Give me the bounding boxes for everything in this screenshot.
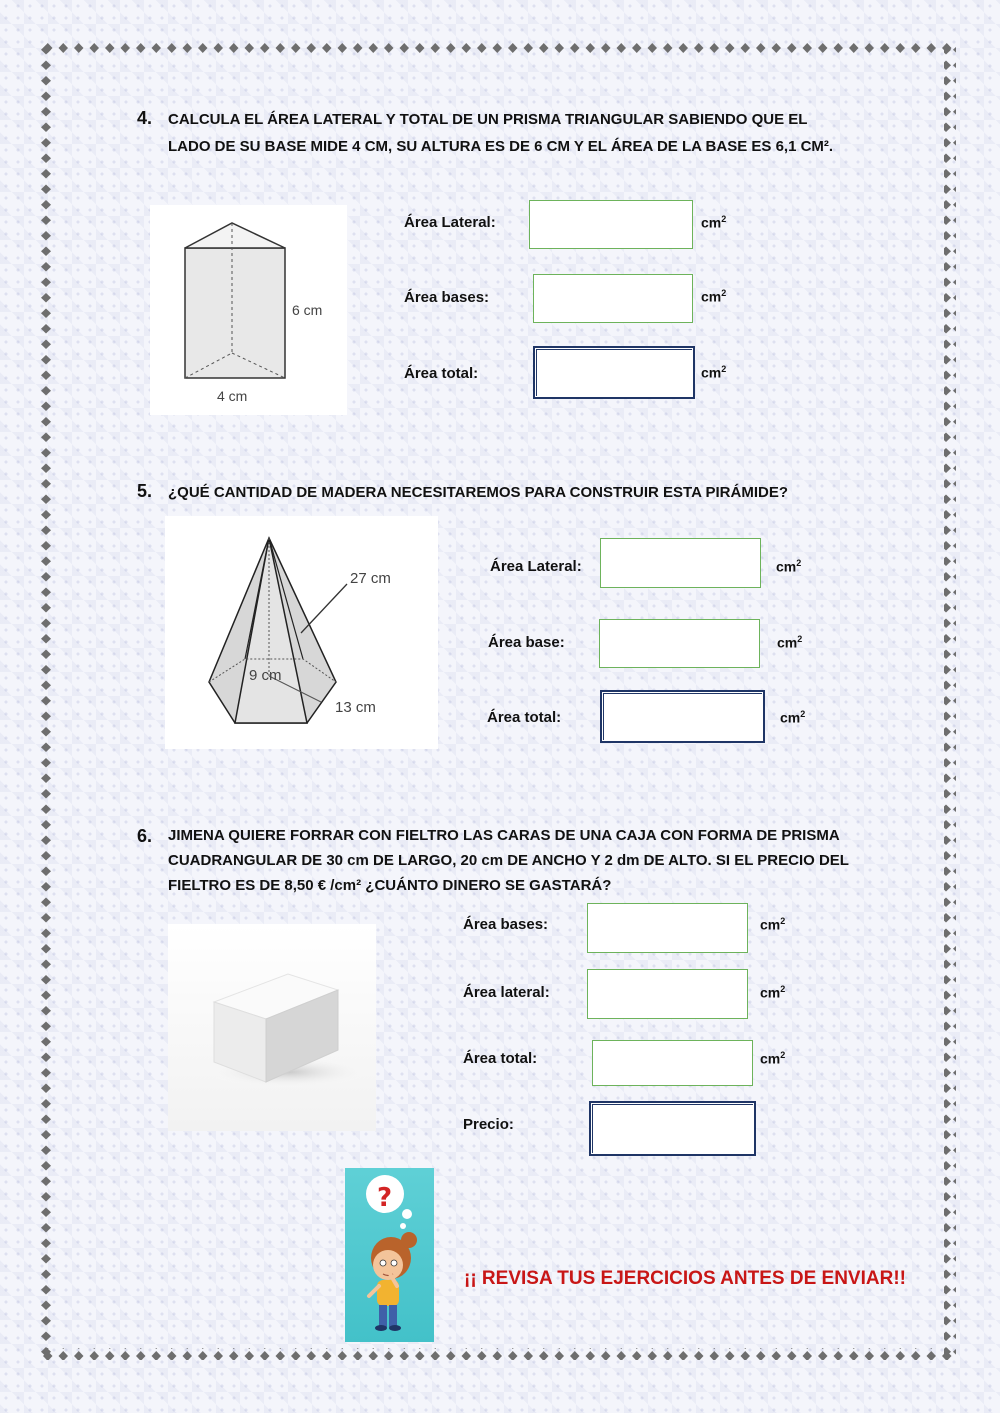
question-text-line: LADO DE SU BASE MIDE 4 CM, SU ALTURA ES DE 6 CM Y EL ÁREA DE LA BASE ES 6,1 CM². (168, 138, 834, 155)
question-text-line: CUADRANGULAR DE 30 cm DE LARGO, 20 cm DE ANCHO Y 2 dm DE ALTO. SI EL PRECIO DEL (168, 852, 849, 869)
answer-input-total-area[interactable] (600, 690, 765, 743)
field-label: Área bases: (404, 289, 490, 306)
unit-label: $cm^2$ (701, 214, 727, 231)
base-label: 4 cm (217, 388, 248, 404)
hexagonal-pyramid-figure (165, 516, 438, 749)
answer-input-total-area[interactable] (592, 1040, 753, 1086)
question-number: 6. (137, 826, 153, 846)
side-label: 13 cm (335, 699, 376, 716)
answer-input-bases-area[interactable] (587, 903, 748, 953)
answer-input-price[interactable] (589, 1101, 756, 1156)
thinking-kid-illustration (345, 1168, 434, 1342)
unit-label: $cm^2$ (780, 709, 806, 726)
unit-label: $cm^2$ (701, 288, 727, 305)
height-label: 6 cm (292, 302, 323, 318)
field-label: Área bases: (463, 916, 549, 933)
field-label: Área total: (487, 709, 562, 726)
triangular-prism-drawing (150, 205, 347, 415)
unit-label: $cm^2$ (760, 916, 786, 933)
answer-input-total-area[interactable] (533, 346, 695, 399)
hexagonal-pyramid-drawing (165, 516, 438, 749)
answer-input-base-area[interactable] (599, 619, 760, 668)
question-text-line: JIMENA QUIERE FORRAR CON FIELTRO LAS CARAS DE UNA CAJA CON FORMA DE PRISMA (168, 827, 840, 844)
question-number: 4. (137, 108, 153, 128)
apothem-label: 9 cm (249, 667, 282, 684)
question-text-line: CALCULA EL ÁREA LATERAL Y TOTAL DE UN PRISMA TRIANGULAR SABIENDO QUE EL (168, 111, 808, 128)
triangular-prism-figure (150, 205, 347, 415)
question-text-line: ¿QUÉ CANTIDAD DE MADERA NECESITAREMOS PARA CONSTRUIR ESTA PIRÁMIDE? (168, 484, 789, 501)
question-text-line: FIELTRO ES DE 8,50 € /cm² ¿CUÁNTO DINERO SE GASTARÁ? (168, 877, 612, 894)
field-label: Área lateral: (463, 984, 550, 1001)
box-prism-figure (168, 924, 376, 1131)
unit-label: $cm^2$ (776, 558, 802, 575)
answer-input-bases-area[interactable] (533, 274, 693, 323)
field-label: Área total: (404, 365, 479, 382)
field-label: Área Lateral: (490, 558, 582, 575)
unit-label: $cm^2$ (777, 634, 803, 651)
answer-input-lateral-area[interactable] (600, 538, 761, 588)
field-label: Área Lateral: (404, 214, 496, 231)
thinking-kid-drawing (345, 1168, 434, 1342)
field-label: Precio: (463, 1116, 514, 1133)
unit-label: $cm^2$ (701, 364, 727, 381)
slant-height-label: 27 cm (350, 570, 391, 587)
question-number: 5. (137, 481, 153, 501)
field-label: Área base: (488, 634, 565, 651)
review-reminder: ¡¡ REVISA TUS EJERCICIOS ANTES DE ENVIAR!! (464, 1268, 906, 1289)
unit-label: $cm^2$ (760, 1050, 786, 1067)
box-prism-drawing (168, 924, 376, 1131)
unit-label: $cm^2$ (760, 984, 786, 1001)
field-label: Área total: (463, 1050, 538, 1067)
question-mark-icon: ? (377, 1183, 393, 1213)
answer-input-lateral-area[interactable] (529, 200, 693, 249)
answer-input-lateral-area[interactable] (587, 969, 748, 1019)
